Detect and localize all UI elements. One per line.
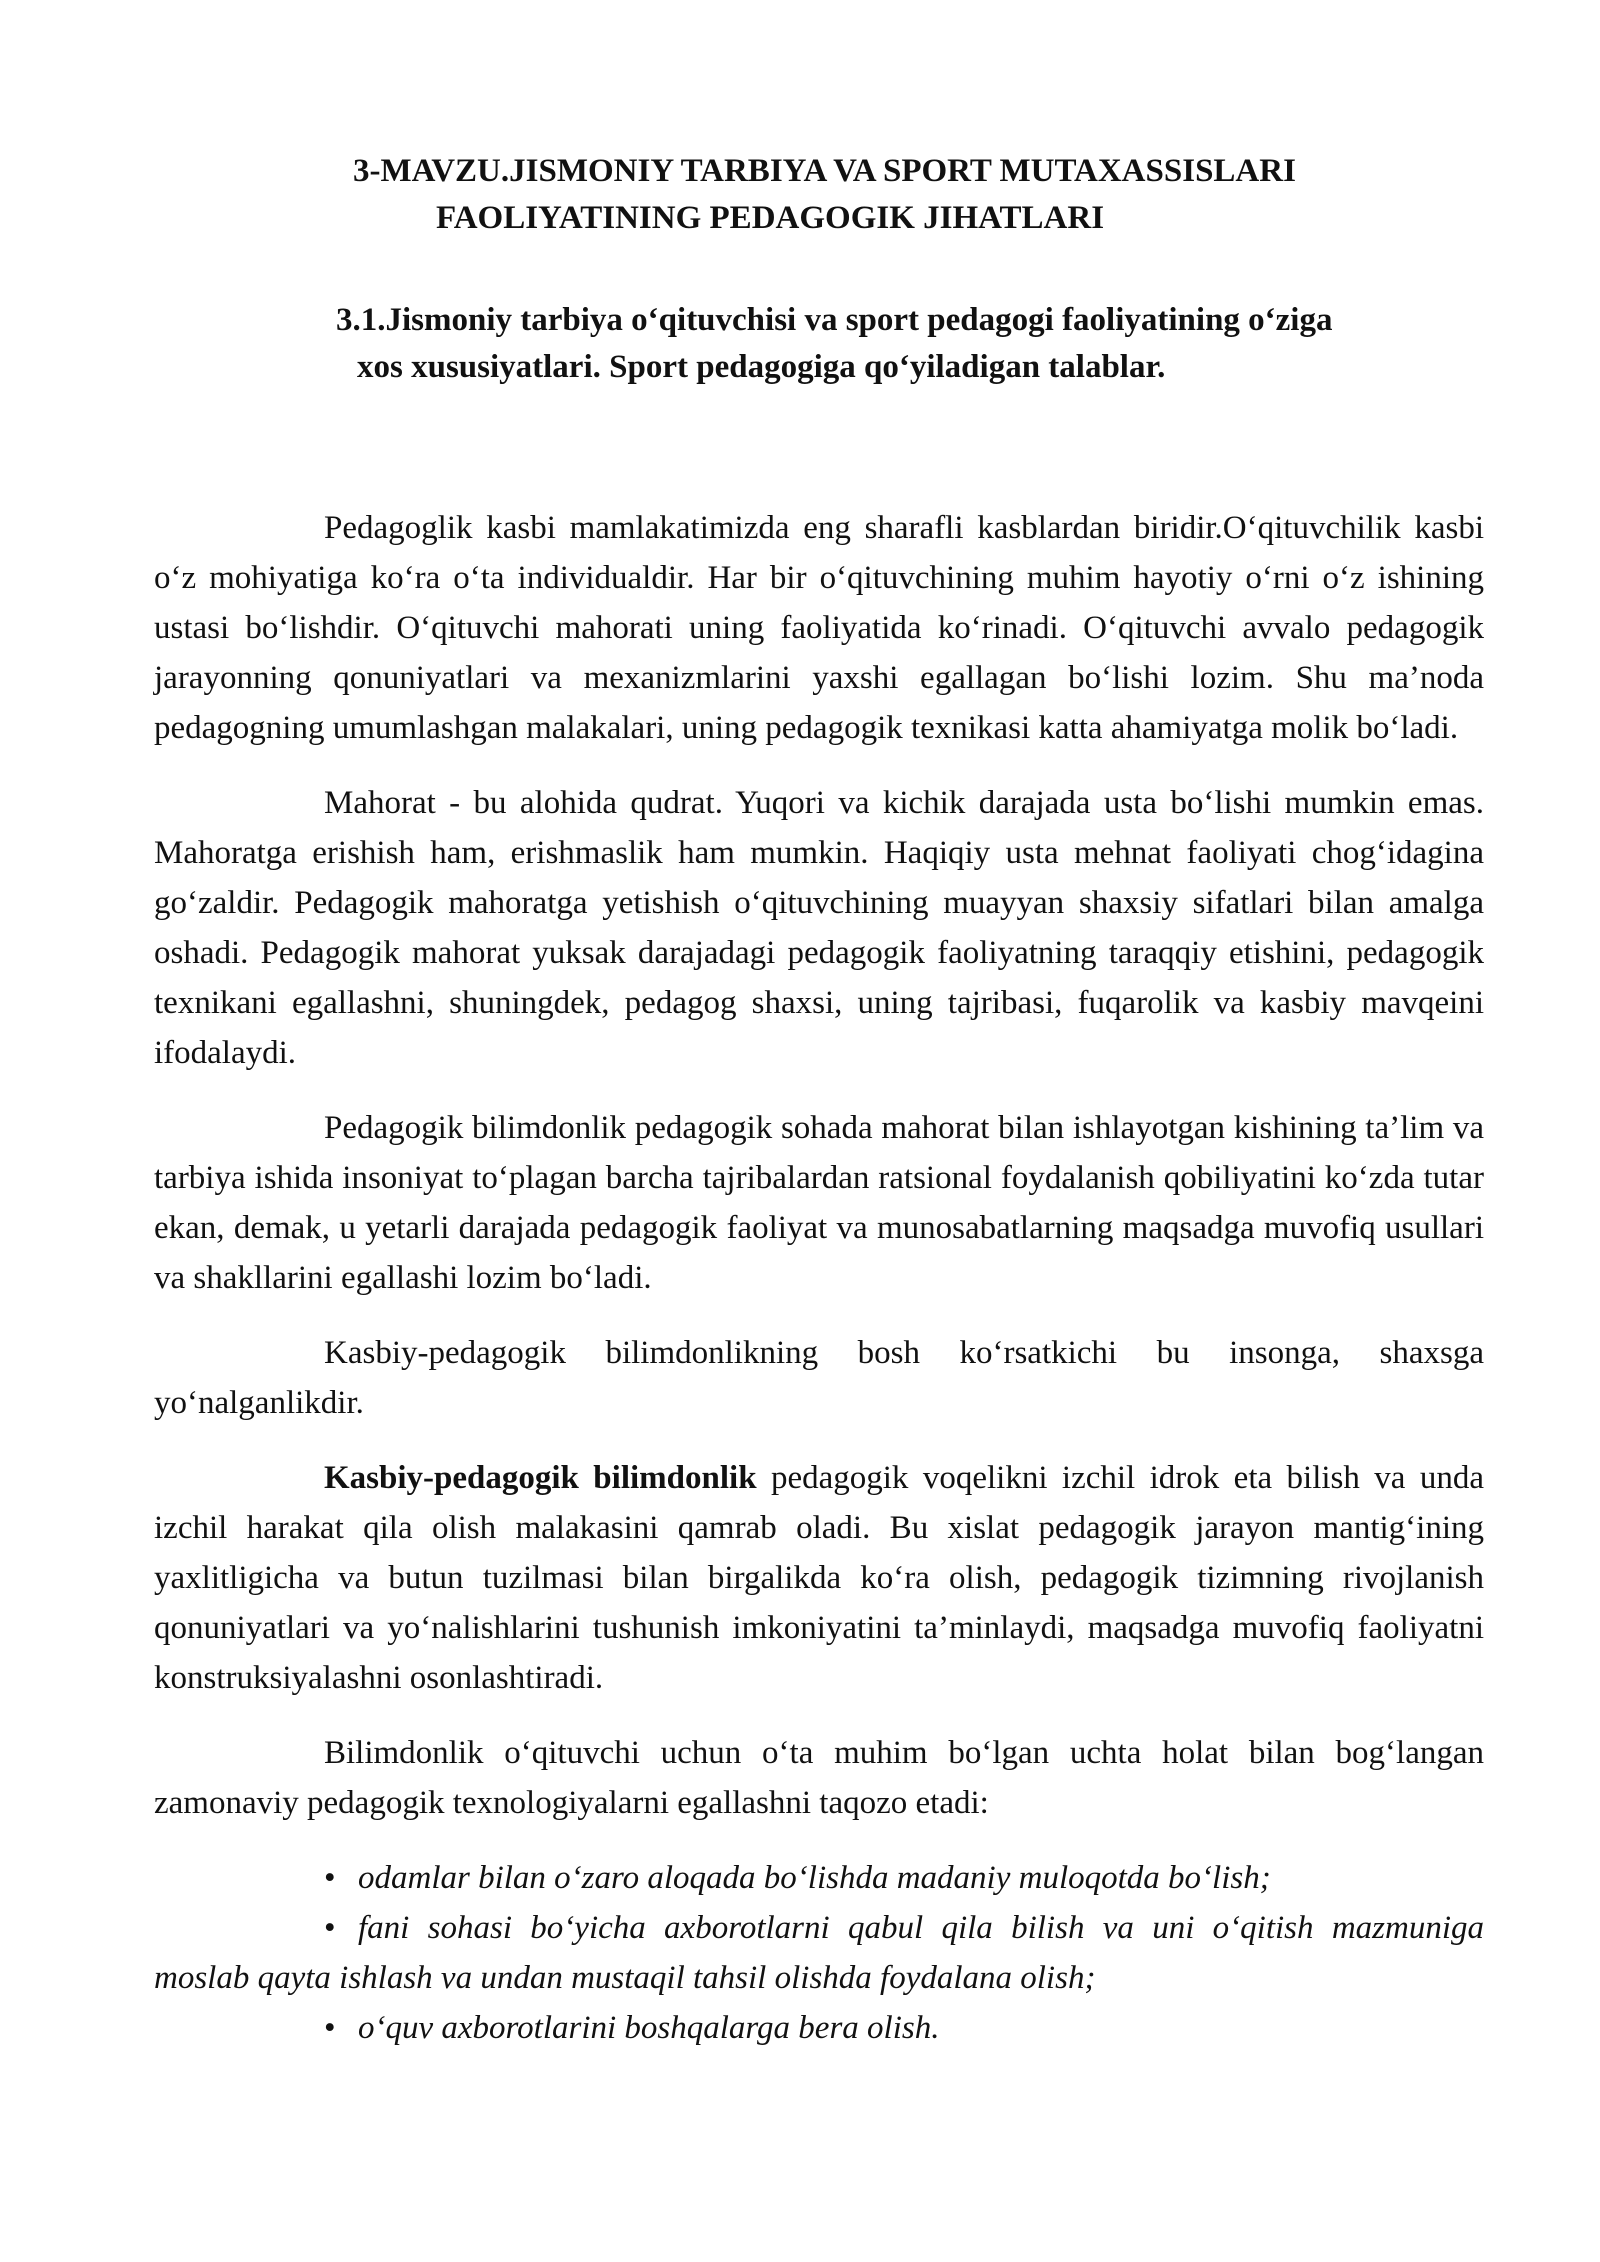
- paragraph-6: Bilimdonlik o‘qituvchi uchun o‘ta muhim bo‘lgan uchta holat bilan bog‘langan zamonaviy pedagogik texnologiyalarni egallashni taqozo etadi:: [154, 1735, 1484, 1821]
- document-body: [154, 503, 1484, 2053]
- page-title: [330, 148, 1480, 242]
- list-item-text: odamlar bilan o‘zaro aloqada bo‘lishda madaniy muloqotda bo‘lish;: [358, 1860, 1271, 1896]
- paragraph-3: Pedagogik bilimdonlik pedagogik sohada mahorat bilan ishlayotgan kishining ta’lim va tarbiya ishida insoniyat to‘plagan barcha tajribalardan ratsional foydalanish qobiliyatini ko‘zda tutar ekan, demak, u yetarli darajada pedagogik faoliyat va munosabatlarning maqsadga muvofiq usullari va shakllarini egallashi lozim bo‘ladi.: [154, 1110, 1484, 1296]
- section-heading-line-1: 3.1.Jismoniy tarbiya o‘qituvchisi va sport pedagogi faoliyatining o‘ziga: [336, 302, 1333, 338]
- list-item-text: fani sohasi bo‘yicha axborotlarni qabul qila bilish va uni o‘qitish mazmuniga moslab qayta ishlash va undan mustaqil tahsil olishda foydalana olish;: [154, 1910, 1484, 1996]
- bullet-icon: •: [324, 1860, 336, 1896]
- paragraph-5-bold-term: Kasbiy-pedagogik bilimdonlik: [324, 1460, 757, 1496]
- paragraph-2: Mahorat - bu alohida qudrat. Yuqori va kichik darajada usta bo‘lishi mumkin emas. Mahoratga erishish ham, erishmaslik ham mumkin. Haqiqiy usta mehnat faoliyati chog‘idagina go‘zaldir. Pedagogik mahoratga yetishish o‘qituvchining muayyan shaxsiy sifatlari bilan amalga oshadi. Pedagogik mahorat yuksak darajadagi pedagogik faoliyatning taraqqiy etishini, pedagogik texnikani egallashni, shuningdek, pedagog shaxsi, uning tajribasi, fuqarolik va kasbiy mavqeini ifodalaydi.: [154, 785, 1484, 1071]
- paragraph-5-text: pedagogik voqelikni izchil idrok eta bilish va unda izchil harakat qila olish malakasini qamrab oladi. Bu xislat pedagogik jarayon mantig‘ining yaxlitligicha va butun tuzilmasi bilan birgalikda ko‘ra olish, pedagogik tizimning rivojlanish qonuniyatlari va yo‘nalishlarini tushunish imkoniyatini ta’minlaydi, maqsadga muvofiq faoliyatni konstruksiyalashni osonlashtiradi.: [154, 1460, 1485, 1696]
- title-line-2: FAOLIYATINING PEDAGOGIK JIHATLARI: [436, 200, 1105, 236]
- list-item: [154, 1853, 1484, 1903]
- section-heading: [333, 297, 1503, 391]
- bullet-icon: •: [324, 2010, 336, 2046]
- paragraph-5: [154, 1453, 1484, 1703]
- list-item: [154, 2003, 1484, 2053]
- paragraph-4: Kasbiy-pedagogik bilimdonlikning bosh ko‘rsatkichi bu insonga, shaxsga yo‘nalganlikdir.: [154, 1335, 1484, 1421]
- list-item: [154, 1903, 1484, 2003]
- paragraph-1: Pedagoglik kasbi mamlakatimizda eng sharafli kasblardan biridir.O‘qituvchilik kasbi o‘z mohiyatiga ko‘ra o‘ta individualdir. Har bir o‘qituvchining muhim hayotiy o‘rni o‘z ishining ustasi bo‘lishdir. O‘qituvchi mahorati uning faoliyatida ko‘rinadi. O‘qituvchi avvalo pedagogik jarayonning qonuniyatlari va mexanizmlarini yaxshi egallagan bo‘lishi lozim. Shu ma’noda pedagogning umumlashgan malakalari, uning pedagogik texnikasi katta ahamiyatga molik bo‘ladi.: [154, 510, 1484, 746]
- section-heading-line-2: xos xususiyatlari. Sport pedagogiga qo‘yiladigan talablar.: [357, 349, 1166, 385]
- title-line-1: 3-MAVZU.JISMONIY TARBIYA VA SPORT MUTAXASSISLARI: [353, 153, 1296, 189]
- bullet-list: [154, 1853, 1484, 2053]
- list-item-text: o‘quv axborotlarini boshqalarga bera olish.: [358, 2010, 940, 2046]
- bullet-icon: •: [324, 1910, 336, 1946]
